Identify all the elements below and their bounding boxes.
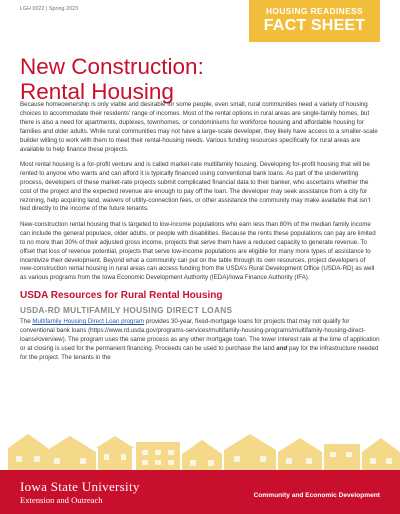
article-body (20, 101, 380, 369)
publication-code: LGH 0022 | Spring 2023 (20, 6, 79, 12)
program-link[interactable]: Multifamily Housing Direct Loan program (32, 318, 145, 326)
title-line-2: Rental Housing (20, 79, 174, 105)
title-line-1: New Construction: (20, 54, 204, 80)
page-title (20, 54, 245, 104)
intro-paragraph: Because homeownership is only viable and desirable for some people, even small, rural communities need a variety of housing choices to accommodate their residents’ range of incomes. Most of the rental options in rural areas are single-family homes, but there is also a need for apartments, duplexes, townhomes, or condominiums for workforce housing and affordable housing for families and older adults. While rural communities may not have a large-scale developer, they likely have access to a smaller-scale builder willing to work with them to meet their rental-housing needs. Various funding resources specifically for rural areas are available to help finance these projects. (20, 101, 378, 153)
direct-loans-paragraph (20, 318, 380, 363)
market-rate-paragraph: Most rental housing is a for-profit venture and is called market-rate multifamily housing. Developing for-profit housing that will be rented to anyone who wants and can afford it is typically financed using conventional bank loans. As part of the underwriting process, developers of these market-rate projects submit complicated financial data to their banker, who ascertains whether the cost of the project and the expected revenue are enough to pay off the loan. The developer may seek assistance from a city for rezoning, help acquiring land, waivers of utility-connection fees, or other assistance the community may make available that isn’t tied directly to the income of the future tenants. (20, 160, 371, 213)
extension-wordmark: Extension and Outreach (20, 495, 103, 505)
footer-bar (0, 470, 400, 514)
paragraph-lead: The (20, 318, 33, 326)
paragraph-tail: pay for the infrastructure needed for the project. The tenants in the (20, 344, 379, 361)
emphasis-and: and (276, 344, 288, 352)
section-heading: USDA Resources for Rural Rental Housing (20, 290, 223, 302)
subsection-heading: USDA-RD MULTIFAMILY HOUSING DIRECT LOANS (20, 305, 233, 316)
department-name: Community and Economic Development (253, 492, 380, 499)
low-income-paragraph: New-construction rental housing that is targeted to low-income populations who earn less than 80% of the median family income can include the general populace, older adults, or people with disabilities. Because the rents these populations can pay are limited to no more than 30% of their adjusted gross income, projects that serve them have a reduced capacity to generate revenue. To offset that loss of revenue potential, projects that serve low-income populations are eligible for many more types of assistance to incentivize their development. Beyond what a community can put on the table through its own resources, project developers of new-construction rental housing in rural areas can access funding from the USDA’s Rural Development Office (USDA-RD) as well as various programs from the Iowa Economic Development Authority (IEDA)/Iowa Finance Authority (IFA). (20, 220, 376, 282)
university-wordmark: Iowa State University (20, 479, 140, 494)
series-name: FACT SHEET (263, 17, 366, 34)
paragraph-text: provides 30-year, fixed-mortgage loans for projects that may not qualify for conventional bank loans (https://www.rd.usda.gov/programs-services/multifamily-housing-programs/multifamily-housing-direct-loans#overview). The program uses the same process as any other mortgage loan. The lower interest rate at the time of application or at closing is used for the permanent financing. Proceeds can be used to purchase the land (20, 318, 380, 352)
series-banner (249, 0, 380, 42)
series-kicker: HOUSING READINESS (265, 6, 364, 16)
